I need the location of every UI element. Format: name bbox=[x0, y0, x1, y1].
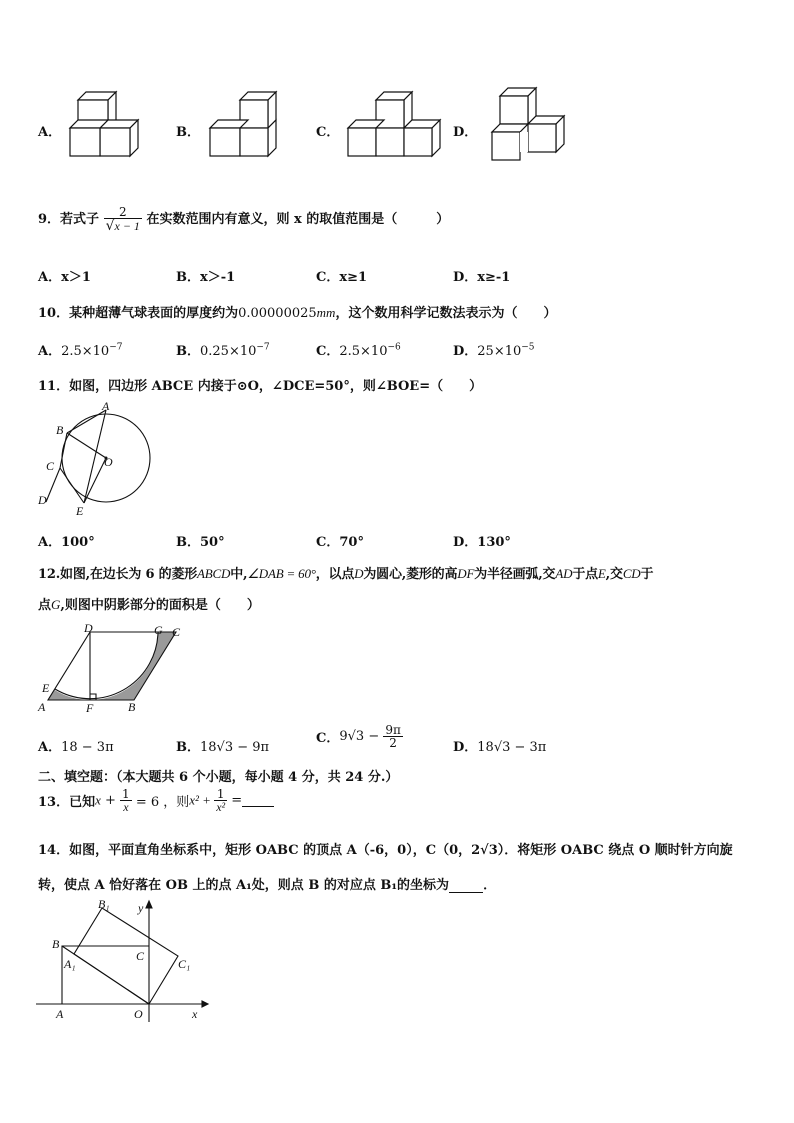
q8-option-b-label: B． bbox=[176, 125, 200, 140]
q9-option-d: D．x≥-1 bbox=[453, 270, 511, 285]
q11-label-d: D bbox=[38, 493, 47, 507]
q12-label-d: D bbox=[84, 621, 93, 635]
q11-question: 11．如图，四边形 ABCE 内接于⊙O，∠DCE=50°，则∠BOE=（ ） bbox=[38, 379, 483, 394]
q11-label-a: A bbox=[102, 399, 110, 413]
q13-answer-blank bbox=[242, 794, 274, 807]
q10-prefix: 10．某种超薄气球表面的厚度约为 bbox=[38, 306, 239, 321]
q9-prefix: 9．若式子 bbox=[38, 212, 100, 227]
section-2-heading: 二、填空题：（本大题共 6 个小题，每小题 4 分，共 24 分.） bbox=[38, 770, 399, 785]
q14-label-c: C bbox=[136, 949, 145, 963]
q14-question-line2: 转，使点 A 恰好落在 OB 上的点 A₁处，则点 B 的对应点 B₁的坐标为 ． bbox=[38, 878, 497, 893]
q11-label-o: O bbox=[104, 455, 113, 469]
q11-option-d: D．130° bbox=[453, 535, 511, 550]
q12-question-line2: 点G,则图中阴影部分的面积是（ ） bbox=[38, 597, 260, 613]
q9-numerator: 2 bbox=[104, 206, 142, 219]
q9-option-a: A．x＞1 bbox=[38, 270, 91, 285]
q12-option-a: A．18 − 3π bbox=[38, 740, 114, 755]
q14-label-b: B bbox=[52, 937, 60, 951]
q12-label-g: G bbox=[154, 623, 163, 637]
q9-option-b: B．x＞-1 bbox=[176, 270, 236, 285]
q12-option-c: C．9√3 − $\frac{9\pi}{2}$ bbox=[316, 723, 401, 750]
q11-label-e: E bbox=[76, 504, 84, 518]
q12-label-e: E bbox=[42, 681, 50, 695]
q10-option-c: C．$2.5\times 10^{-6}$ bbox=[316, 342, 401, 359]
q12-label-c: C bbox=[172, 625, 181, 639]
q10-suffix: ，这个数用科学记数法表示为（ ） bbox=[335, 306, 557, 321]
q12-option-d: D．18√3 − 3π bbox=[453, 740, 547, 755]
q9-suffix: 在实数范围内有意义，则 x 的取值范围是（ ） bbox=[146, 212, 450, 227]
q12-label-f: F bbox=[86, 701, 94, 715]
q14-label-a: A bbox=[56, 1007, 64, 1021]
q14-label-c1: C₁ bbox=[178, 957, 191, 971]
q11-option-c: C．70° bbox=[316, 535, 364, 550]
q10-option-d: D．$25\times 10^{-5}$ bbox=[453, 342, 535, 359]
q8-figure-c bbox=[338, 90, 448, 162]
q14-answer-blank bbox=[449, 880, 483, 893]
q13-question: 13．已知x + $\frac{1}{x}$ = 6 ，则x² + $\frac{1}{\text{x²}}$ = bbox=[38, 788, 274, 813]
q8-option-d-label: D． bbox=[453, 125, 478, 140]
q8-option-a-label: A． bbox=[38, 125, 62, 140]
q8-figure-a bbox=[60, 90, 140, 162]
q14-label-b1: B₁ bbox=[98, 897, 110, 911]
q14-label-o: O bbox=[134, 1007, 143, 1021]
q8-figure-b bbox=[200, 90, 290, 162]
q14-label-y: y bbox=[138, 901, 144, 915]
q9-question bbox=[38, 206, 449, 233]
q12-question-line1: 12.如图,在边长为 6 的菱形ABCD中,∠DAB = 60°，以点D为圆心,菱形的高DF为半径画弧,交AD于点E,交CD于 bbox=[38, 566, 654, 582]
q8-figure-d bbox=[474, 82, 574, 166]
q12-label-b: B bbox=[128, 700, 136, 714]
q11-option-a: A．100° bbox=[38, 535, 95, 550]
q10-question bbox=[38, 302, 556, 321]
q10-option-b: B．$0.25\times 10^{-7}$ bbox=[176, 342, 270, 359]
q11-label-c: C bbox=[46, 459, 55, 473]
q12-figure bbox=[34, 622, 184, 714]
q10-value: 0.00000025 bbox=[238, 306, 317, 321]
q11-option-b: B．50° bbox=[176, 535, 225, 550]
q14-question-line1: 14．如图，平面直角坐标系中，矩形 OABC 的顶点 A（-6，0），C（0，2√3）．将矩形 OABC 绕点 O 顺时针方向旋 bbox=[38, 843, 733, 858]
q14-label-a1: A₁ bbox=[64, 957, 76, 971]
q14-figure bbox=[36, 896, 216, 1024]
q9-fraction bbox=[104, 206, 142, 233]
q14-label-x: x bbox=[192, 1007, 198, 1021]
q10-unit: mm bbox=[316, 305, 336, 320]
q11-figure bbox=[34, 400, 154, 518]
q12-label-a: A bbox=[38, 700, 46, 714]
q9-denominator: √x − 1 bbox=[105, 218, 140, 234]
q8-option-c-label: C． bbox=[316, 125, 340, 140]
q11-label-b: B bbox=[56, 423, 64, 437]
q12-option-b: B．18√3 − 9π bbox=[176, 740, 270, 755]
q9-option-c: C．x≥1 bbox=[316, 270, 368, 285]
q10-option-a: A．$2.5\times 10^{-7}$ bbox=[38, 342, 123, 359]
